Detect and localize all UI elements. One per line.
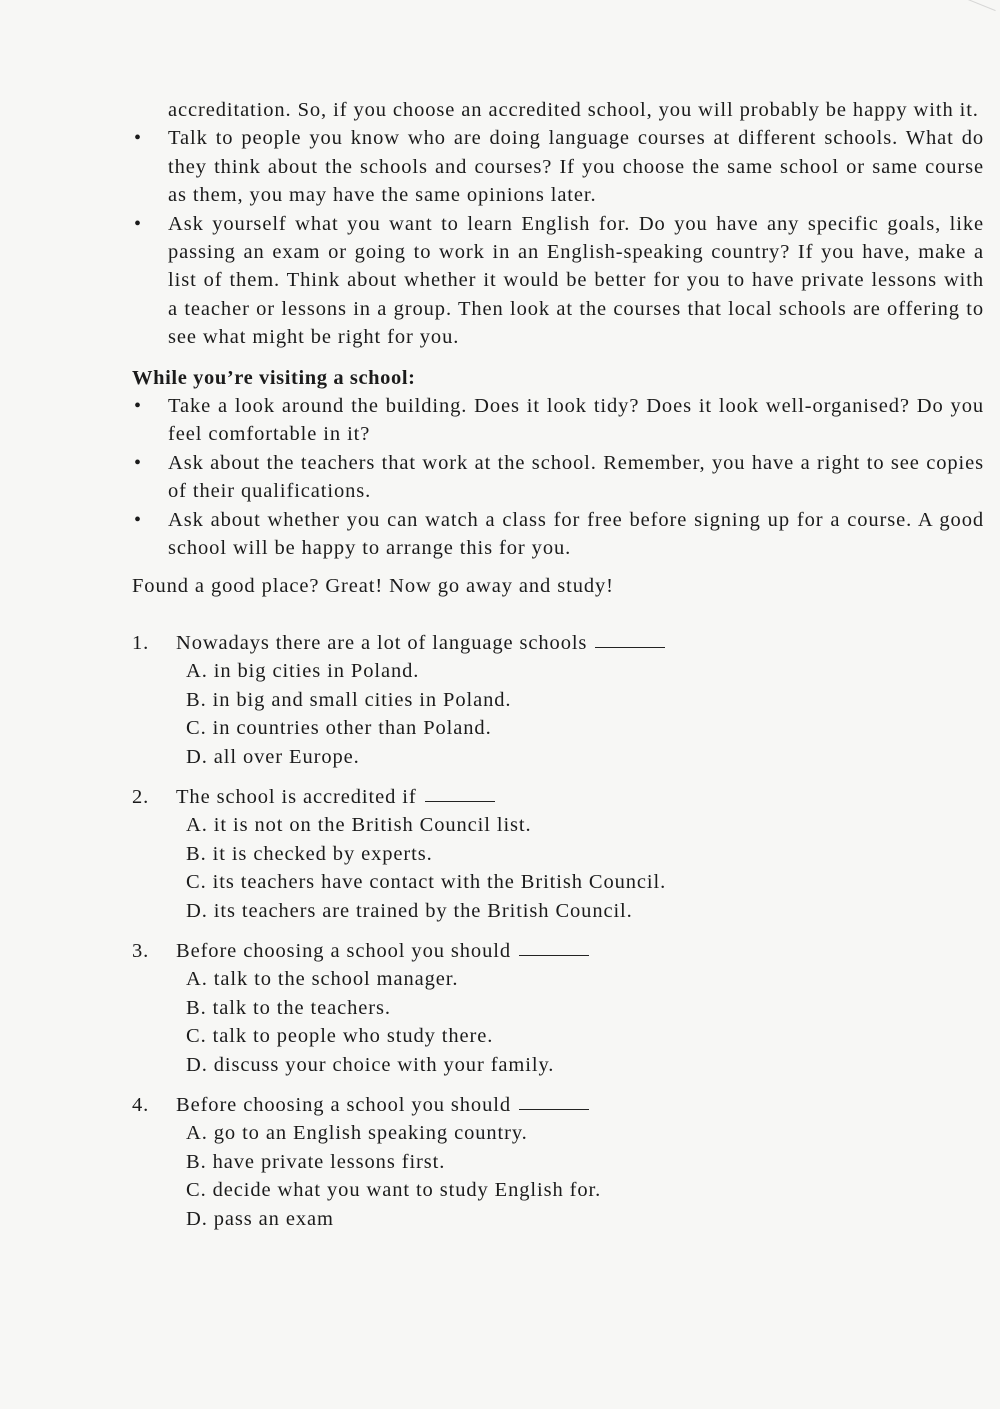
option-list (132, 657, 984, 771)
option-list (132, 811, 984, 925)
bullet-text: Ask about the teachers that work at the school. Remember, you have a right to see copies of their qualifications. (168, 451, 984, 503)
question-text: Nowadays there are a lot of language schools (176, 631, 588, 654)
question-text: Before choosing a school you should (176, 1094, 511, 1116)
question-1 (132, 629, 984, 771)
option-a[interactable]: A. in big cities in Poland. (186, 660, 420, 683)
option-c[interactable]: C. decide what you want to study English for. (186, 1179, 602, 1202)
option-a[interactable]: A. it is not on the British Council list. (186, 814, 532, 837)
question-number: 4. (132, 1094, 150, 1116)
question-number: 1. (132, 631, 150, 654)
question-stem (132, 1091, 984, 1119)
question-number: 2. (132, 785, 150, 808)
bullet-text: Ask about whether you can watch a class for free before signing up for a course. A good school will be happy to arrange this for you. (168, 508, 984, 560)
answer-blank[interactable] (595, 629, 665, 648)
option-c[interactable]: C. talk to people who study there. (186, 1025, 494, 1048)
answer-blank[interactable] (425, 783, 495, 802)
intro-bullet-list (132, 124, 984, 351)
option-d[interactable]: D. its teachers are trained by the British Council. (186, 899, 633, 922)
bullet-text: Ask yourself what you want to learn English for. Do you have any specific goals, like passing an exam or going to work in an English-speaking country? If you have, make a list of them. Think about whether it would be better for you to have private lessons with a teacher or lessons in a group. Then look at the courses that local schools are offering to see what might be right for you. (168, 212, 984, 349)
article-body (132, 96, 984, 1245)
option-a[interactable]: A. talk to the school manager. (186, 968, 459, 991)
question-stem (132, 629, 984, 657)
option-list (132, 1119, 984, 1233)
question-number: 3. (132, 939, 150, 962)
question-3 (132, 937, 984, 1079)
closing-line: Found a good place? Great! Now go away and study! (132, 574, 614, 597)
scan-corner-mark (962, 0, 995, 24)
question-text: The school is accredited if (176, 785, 417, 808)
continued-paragraph: accreditation. So, if you choose an accredited school, you will probably be happy with it. (168, 99, 979, 121)
bullet-icon: • (134, 451, 142, 474)
question-stem (132, 937, 984, 965)
option-list (132, 965, 984, 1079)
bullet-icon: • (134, 212, 142, 235)
bullet-item (132, 124, 984, 209)
answer-blank[interactable] (519, 937, 589, 956)
option-b[interactable]: B. in big and small cities in Poland. (186, 688, 512, 711)
option-d[interactable]: D. pass an exam (186, 1207, 334, 1230)
bullet-icon: • (134, 395, 142, 418)
option-b[interactable]: B. talk to the teachers. (186, 996, 391, 1019)
option-a[interactable]: A. go to an English speaking country. (186, 1122, 528, 1145)
bullet-icon: • (134, 127, 142, 150)
option-b[interactable]: B. have private lessons first. (186, 1150, 446, 1173)
visiting-bullet-list (132, 392, 984, 562)
bullet-item (132, 506, 984, 563)
option-c[interactable]: C. in countries other than Poland. (186, 717, 492, 740)
option-d[interactable]: D. discuss your choice with your family. (186, 1053, 555, 1076)
option-c[interactable]: C. its teachers have contact with the British Council. (186, 871, 667, 894)
bullet-icon: • (134, 508, 142, 531)
question-text: Before choosing a school you should (176, 939, 511, 962)
answer-blank[interactable] (519, 1091, 589, 1110)
bullet-item (132, 392, 984, 449)
bullet-text: Talk to people you know who are doing language courses at different schools. What do they think about the schools and courses? If you choose the same school or same course as them, you may have the same opinions later. (168, 127, 984, 207)
bullet-item (132, 449, 984, 506)
question-stem (132, 783, 984, 811)
bullet-text: Take a look around the building. Does it look tidy? Does it look well-organised? Do you feel comfortable in it? (168, 395, 984, 446)
question-4 (132, 1091, 984, 1233)
bullet-item (132, 210, 984, 352)
section-heading: While you’re visiting a school: (132, 366, 416, 389)
question-2 (132, 783, 984, 925)
option-d[interactable]: D. all over Europe. (186, 745, 360, 768)
option-b[interactable]: B. it is checked by experts. (186, 842, 433, 865)
question-list (132, 629, 984, 1233)
